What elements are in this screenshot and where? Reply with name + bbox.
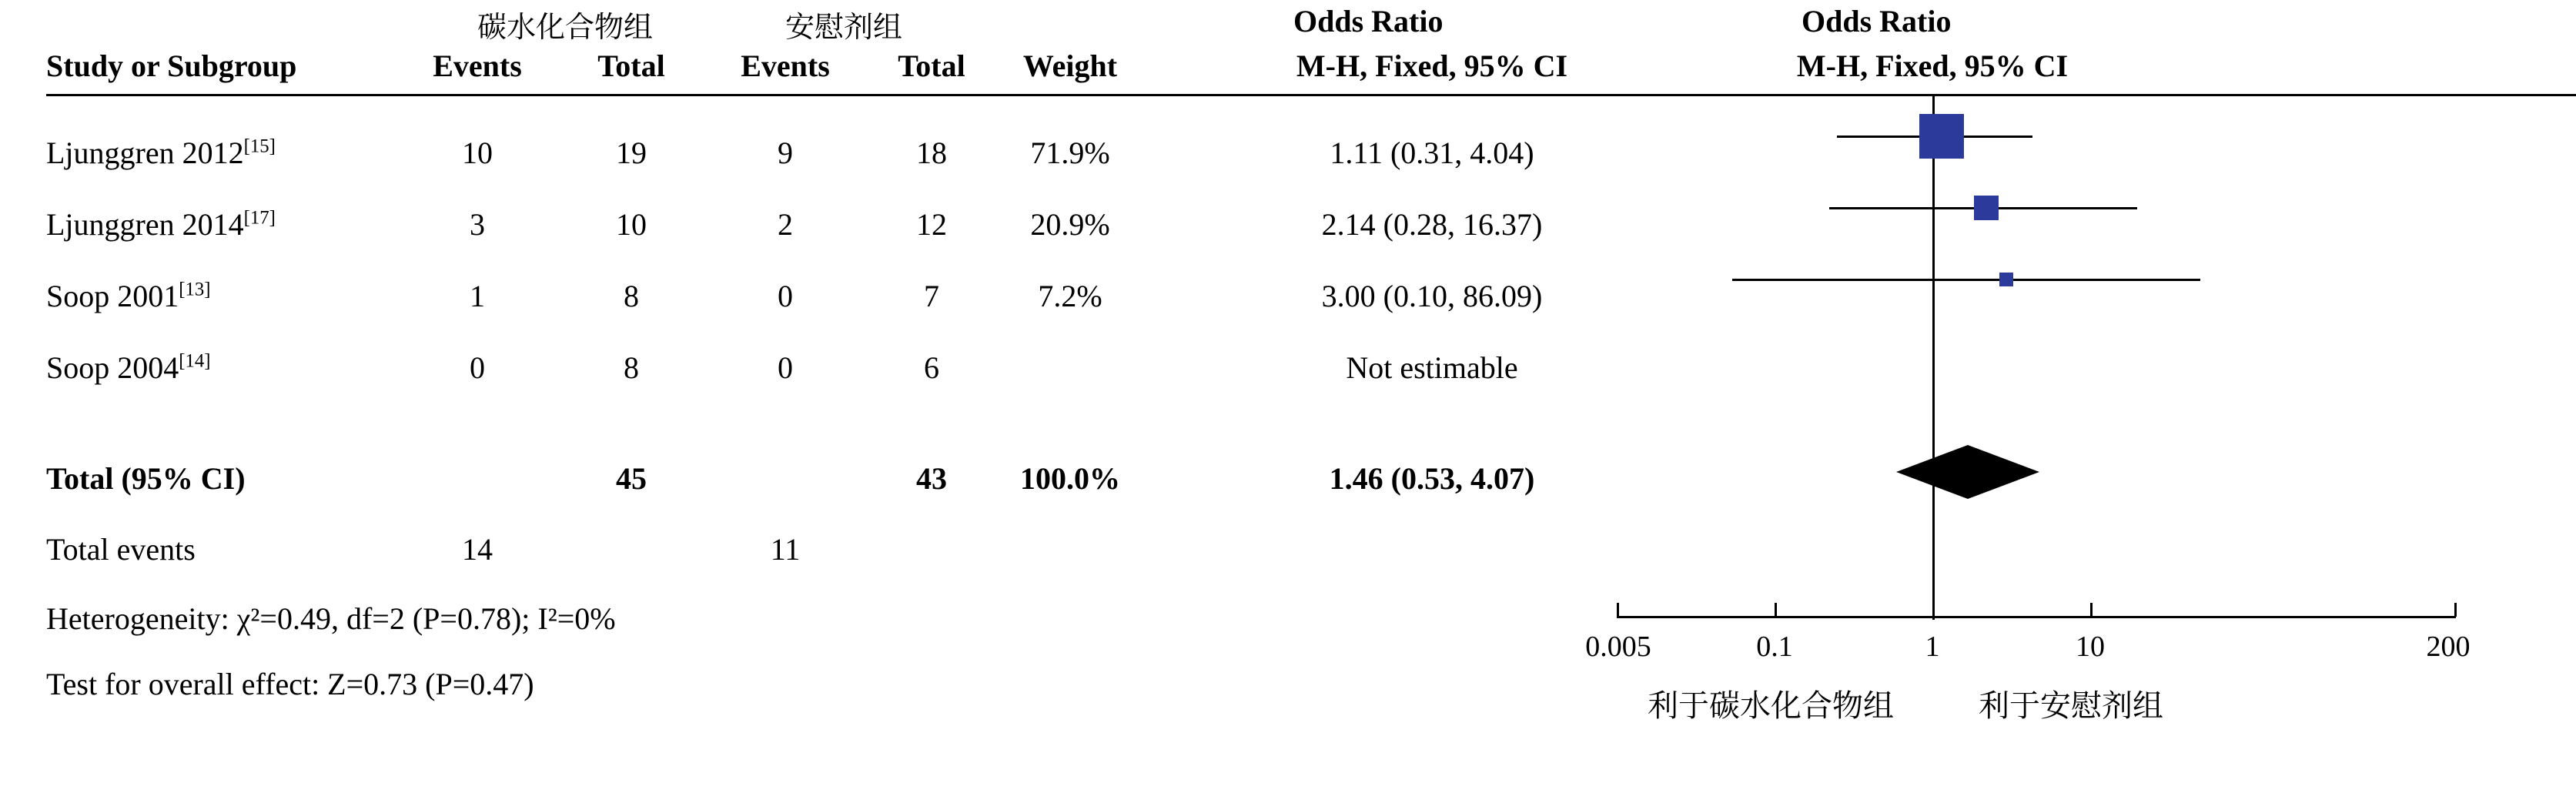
group-header-odds-ratio: Odds Ratio: [1293, 4, 1444, 38]
tick-label-4: 200: [2426, 631, 2471, 663]
tick-0: [1617, 603, 1619, 617]
tick-label-2: 1: [1925, 631, 1940, 663]
cell-events1: 0: [470, 350, 485, 385]
col-header-weight: Weight: [1022, 49, 1118, 83]
cell-effect: 2.14 (0.28, 16.37): [1321, 207, 1543, 242]
effect-box-row2: [1974, 196, 1999, 220]
study-label: Ljunggren 2014[17]: [46, 207, 276, 242]
cell-total2: 7: [924, 279, 939, 313]
cell-total1: 8: [624, 279, 639, 313]
cell-total2: 18: [916, 136, 947, 170]
tick-4: [2454, 603, 2457, 617]
total-events-label: Total events: [46, 532, 196, 567]
tick-label-3: 10: [2076, 631, 2105, 663]
effect-box-row1: [1919, 114, 1964, 159]
total-total1: 45: [616, 461, 647, 496]
null-effect-line: [1932, 96, 1935, 620]
cell-events2: 0: [778, 279, 793, 313]
group-header-carb: 碳水化合物组: [477, 10, 654, 44]
cell-weight: 7.2%: [1038, 279, 1102, 313]
summary-diamond: [1896, 445, 2039, 499]
cell-events1: 3: [470, 207, 485, 242]
tick-label-0: 0.005: [1585, 631, 1651, 663]
cell-weight: 20.9%: [1030, 207, 1110, 242]
cell-weight: 71.9%: [1030, 136, 1110, 170]
heterogeneity-text: Heterogeneity: χ²=0.49, df=2 (P=0.78); I²=0%: [46, 601, 616, 636]
overall-effect-text: Test for overall effect: Z=0.73 (P=0.47): [46, 667, 534, 701]
plot-model-label: M-H, Fixed, 95% CI: [1796, 49, 2069, 83]
study-label: Ljunggren 2012[15]: [46, 136, 276, 170]
total-total2: 43: [916, 461, 947, 496]
cell-total2: 12: [916, 207, 947, 242]
total-label: Total (95% CI): [46, 461, 246, 496]
cell-events2: 2: [778, 207, 793, 242]
total-events-1: 14: [462, 532, 493, 567]
study-label: Soop 2004[14]: [46, 350, 211, 385]
total-weight: 100.0%: [1020, 461, 1120, 496]
cell-effect: 1.11 (0.31, 4.04): [1330, 136, 1534, 170]
total-events-2: 11: [770, 532, 801, 567]
cell-total1: 19: [616, 136, 647, 170]
tick-3: [2090, 603, 2093, 617]
favours-right-label: 利于安慰剂组: [1979, 688, 2163, 724]
cell-effect: Not estimable: [1346, 350, 1518, 385]
cell-total1: 8: [624, 350, 639, 385]
cell-effect: 3.00 (0.10, 86.09): [1321, 279, 1543, 313]
cell-total1: 10: [616, 207, 647, 242]
col-header-study: Study or Subgroup: [46, 49, 297, 83]
cell-events1: 10: [462, 136, 493, 170]
forest-plot-area: [1585, 0, 2525, 793]
favours-left-label: 利于碳水化合物组: [1648, 688, 1894, 724]
x-axis: [1617, 616, 2456, 618]
study-label: Soop 2001[13]: [46, 279, 211, 313]
tick-1: [1775, 603, 1777, 617]
col-header-events2: Events: [741, 49, 830, 83]
tick-2: [1932, 603, 1935, 617]
cell-total2: 6: [924, 350, 939, 385]
col-header-effect: M-H, Fixed, 95% CI: [1296, 49, 1568, 83]
tick-label-1: 0.1: [1756, 631, 1793, 663]
cell-events2: 9: [778, 136, 793, 170]
col-header-total1: Total: [597, 49, 665, 83]
plot-title: Odds Ratio: [1802, 4, 1952, 38]
col-header-events1: Events: [433, 49, 522, 83]
cell-events1: 1: [470, 279, 485, 313]
effect-box-row3: [1999, 273, 2013, 286]
group-header-placebo: 安慰剂组: [785, 10, 903, 44]
col-header-total2: Total: [898, 49, 965, 83]
total-effect: 1.46 (0.53, 4.07): [1329, 461, 1535, 496]
ci-line-row3: [1732, 279, 2200, 281]
cell-events2: 0: [778, 350, 793, 385]
